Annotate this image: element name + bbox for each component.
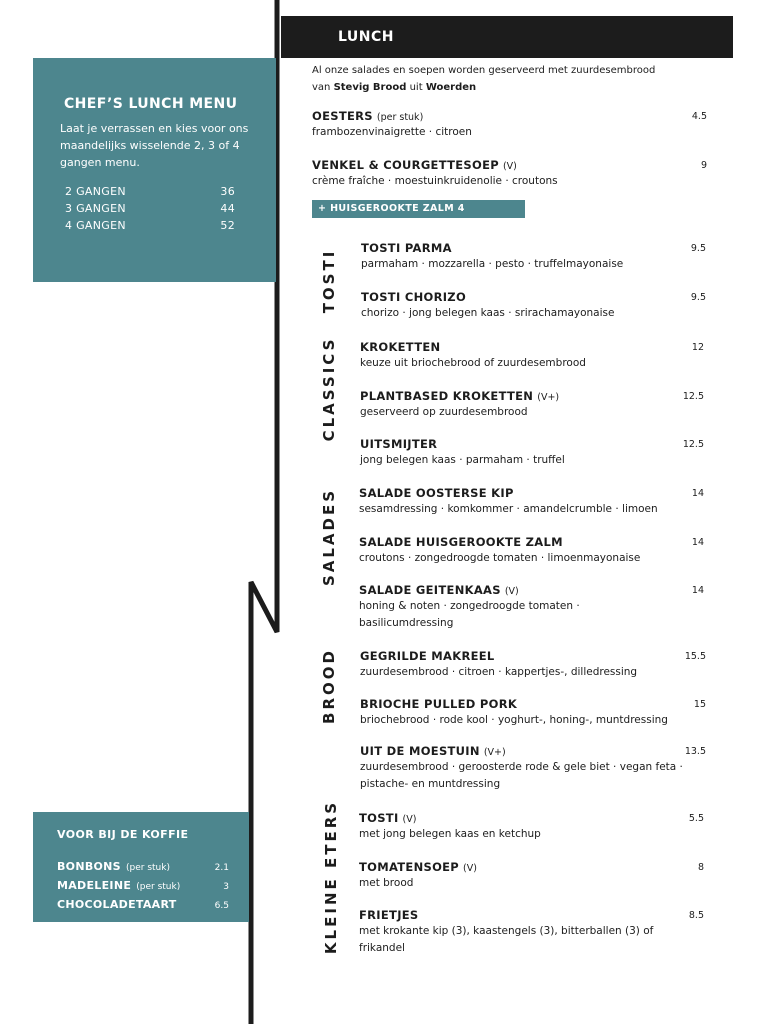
menu-item (359, 583, 704, 632)
menu-item-note: (V+) (483, 747, 506, 758)
menu-item-description: met brood (359, 877, 414, 889)
menu-item (360, 389, 704, 421)
koffie-item (57, 876, 229, 895)
menu-item-price: 8.5 (688, 910, 704, 921)
koffie-item-name: MADELEINE (57, 879, 132, 892)
menu-item (359, 811, 704, 843)
gangen-label: 4 GANGEN (65, 219, 126, 232)
menu-item-price: 15.5 (684, 651, 706, 662)
menu-item (360, 649, 706, 681)
menu-item-price: 14 (691, 488, 704, 499)
menu-item-description: geserveerd op zuurdesembrood (360, 406, 528, 418)
menu-item-description: chorizo · jong belegen kaas · srirachamayonaise (361, 307, 615, 319)
menu-item-description: sesamdressing · komkommer · amandelcrumble · limoen (359, 503, 658, 515)
koffie-item-name: BONBONS (57, 860, 121, 873)
menu-item-description: crème fraîche · moestuinkruidenolie · croutons (312, 175, 558, 187)
section-label-tosti: TOSTI (320, 248, 338, 314)
menu-item-name: TOSTI (359, 811, 399, 825)
menu-item-price: 12.5 (682, 391, 704, 402)
gangen-option (65, 217, 235, 234)
gangen-option (65, 200, 235, 217)
menu-item-note: (V) (402, 814, 417, 825)
menu-item-price: 12.5 (682, 439, 704, 450)
intro-place: Woerden (425, 82, 477, 93)
menu-item-price: 14 (691, 585, 704, 596)
menu-item (360, 697, 706, 729)
menu-item-price: 9.5 (690, 292, 706, 303)
menu-item-name: OESTERS (312, 109, 373, 123)
menu-item (359, 486, 704, 518)
section-label-classics: CLASSICS (320, 336, 338, 442)
menu-item (360, 437, 704, 469)
menu-item-price: 13.5 (684, 746, 706, 757)
menu-item (312, 109, 707, 141)
menu-item-name: BRIOCHE PULLED PORK (360, 697, 518, 711)
menu-item-name: KROKETTEN (360, 340, 441, 354)
menu-item (359, 908, 704, 957)
menu-item-description: parmaham · mozzarella · pesto · truffelmayonaise (361, 258, 624, 270)
menu-item-name: GEGRILDE MAKREEL (360, 649, 495, 663)
section-label-salades: SALADES (320, 487, 338, 587)
menu-item-note: (V+) (537, 392, 560, 403)
gangen-price: 44 (220, 202, 235, 215)
intro-van: van (312, 82, 331, 93)
menu-item-name: TOSTI CHORIZO (361, 290, 467, 304)
menu-item-name: PLANTBASED KROKETTEN (360, 389, 534, 403)
intro-bakery: Stevig Brood (333, 82, 407, 93)
section-label-kleine-eters: KLEINE ETERS (322, 799, 340, 955)
menu-item (359, 535, 704, 567)
koffie-item-note: (per stuk) (126, 863, 170, 873)
koffie-box (33, 812, 249, 922)
menu-item-price: 8 (697, 862, 704, 873)
koffie-item-price: 3 (223, 882, 229, 892)
menu-item (360, 744, 706, 793)
menu-item-name: UITSMIJTER (360, 437, 438, 451)
menu-item (312, 158, 707, 190)
menu-item (361, 241, 706, 273)
menu-item-description: frambozenvinaigrette · citroen (312, 126, 472, 138)
gangen-label: 3 GANGEN (65, 202, 126, 215)
intro-uit: uit (409, 82, 423, 93)
menu-item-price: 15 (693, 699, 706, 710)
menu-item-name: SALADE GEITENKAAS (359, 583, 501, 597)
menu-item-price: 14 (691, 537, 704, 548)
gangen-price: 52 (220, 219, 235, 232)
lunch-title: LUNCH (338, 29, 394, 45)
gangen-label: 2 GANGEN (65, 185, 126, 198)
intro-line: Al onze salades en soepen worden geserveerd met zuurdesembrood (312, 65, 656, 76)
menu-item-description: met jong belegen kaas en ketchup (359, 828, 541, 840)
menu-item-note: (V) (463, 863, 477, 874)
koffie-item-note: (per stuk) (136, 882, 181, 892)
menu-item (360, 340, 704, 372)
menu-item-description: croutons · zongedroogde tomaten · limoenmayonaise (359, 552, 641, 564)
menu-item (359, 860, 704, 892)
lunch-header (281, 16, 733, 58)
menu-item-description: met krokante kip (3), kaastengels (3), bitterballen (3) of frikandel (359, 925, 654, 954)
addon-badge: + HUISGEROOKTE ZALM 4 (312, 200, 525, 218)
menu-item (361, 290, 706, 322)
lunch-intro (312, 62, 712, 96)
koffie-item (57, 857, 229, 876)
menu-item-description: keuze uit briochebrood of zuurdesembrood (360, 357, 586, 369)
koffie-item-price: 2.1 (214, 863, 229, 873)
gangen-option (65, 183, 235, 200)
menu-item-name: FRIETJES (359, 908, 419, 922)
menu-item-price: 9.5 (690, 243, 706, 254)
chefs-lunch-menu-title: CHEF’S LUNCH MENU (64, 96, 238, 112)
chefs-lunch-menu-box (33, 58, 276, 282)
menu-item-description: jong belegen kaas · parmaham · truffel (360, 454, 565, 466)
menu-item-description: honing & noten · zongedroogde tomaten · basilicumdressing (359, 600, 580, 629)
menu-item-price: 9 (700, 160, 707, 171)
koffie-item-name: CHOCOLADETAART (57, 898, 177, 911)
section-label-brood: BROOD (320, 648, 338, 724)
menu-item-price: 4.5 (691, 111, 707, 122)
menu-item-name: SALADE HUISGEROOKTE ZALM (359, 535, 563, 549)
menu-item-name: TOMATENSOEP (359, 860, 460, 874)
menu-item-note: (V) (502, 161, 517, 172)
koffie-item-price: 6.5 (214, 901, 229, 911)
menu-item-name: VENKEL & COURGETTESOEP (312, 158, 499, 172)
koffie-item (57, 895, 229, 914)
gangen-price: 36 (220, 185, 235, 198)
menu-item-note: (V) (504, 586, 519, 597)
menu-item-description: zuurdesembrood · citroen · kappertjes-, dilledressing (360, 666, 638, 678)
menu-item-note: (per stuk) (376, 112, 424, 123)
koffie-title: VOOR BIJ DE KOFFIE (57, 828, 189, 841)
chefs-lunch-menu-description: Laat je verrassen en kies voor ons maandelijks wisselende 2, 3 of 4 gangen menu. (60, 122, 249, 169)
menu-item-description: zuurdesembrood · geroosterde rode & gele biet · vegan feta · pistache- en muntdressing (360, 761, 683, 790)
menu-item-price: 5.5 (688, 813, 704, 824)
menu-item-name: UIT DE MOESTUIN (360, 744, 480, 758)
menu-item-price: 12 (691, 342, 704, 353)
menu-item-name: TOSTI PARMA (361, 241, 452, 255)
menu-item-description: briochebrood · rode kool · yoghurt-, honing-, muntdressing (360, 714, 668, 726)
menu-item-name: SALADE OOSTERSE KIP (359, 486, 514, 500)
